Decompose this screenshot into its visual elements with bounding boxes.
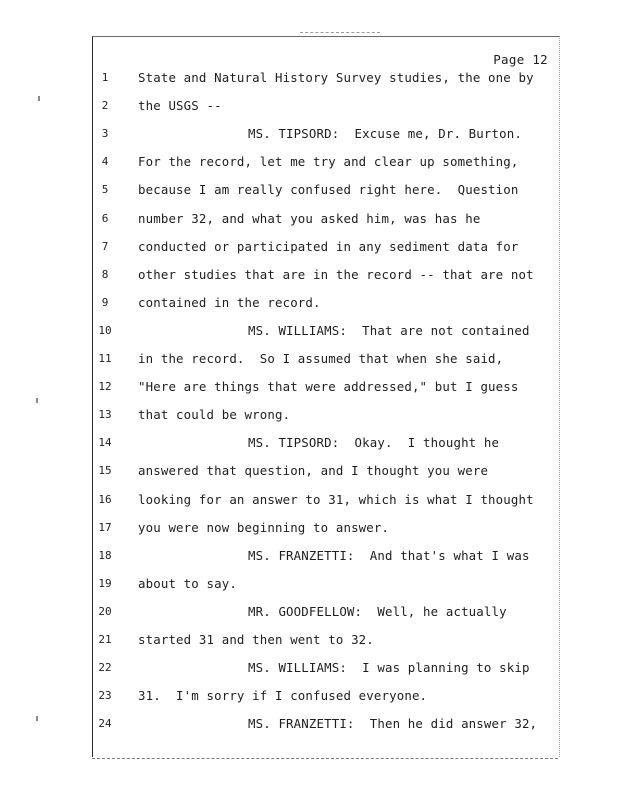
line-text: MS. FRANZETTI: And that's what I was	[248, 547, 530, 563]
line-text: 31. I'm sorry if I confused everyone.	[138, 688, 428, 704]
transcript-line	[0, 124, 618, 144]
line-text: MS. TIPSORD: Excuse me, Dr. Burton.	[248, 126, 522, 142]
transcript-line	[0, 518, 618, 538]
line-text: conducted or participated in any sediment data for	[138, 238, 519, 254]
transcript-line	[0, 377, 618, 397]
page-number: Page 12	[493, 52, 548, 67]
line-number: 11	[98, 352, 112, 365]
line-number: 15	[98, 464, 112, 478]
transcript-line	[0, 433, 618, 453]
line-text: that could be wrong.	[138, 407, 291, 423]
line-number: 1	[101, 71, 109, 84]
line-number: 16	[98, 492, 112, 506]
line-text: MS. TIPSORD: Okay. I thought he	[248, 435, 500, 451]
line-number: 9	[101, 295, 109, 309]
line-text: about to say.	[138, 575, 237, 591]
line-text: MS. FRANZETTI: Then he did answer 32,	[248, 716, 538, 732]
transcript-line	[0, 630, 618, 650]
line-text: State and Natural History Survey studies, the one by	[138, 70, 534, 85]
line-number: 6	[101, 211, 109, 225]
transcript-line	[0, 490, 618, 510]
transcript-line	[0, 714, 618, 734]
transcript-line	[0, 96, 618, 116]
transcript-line	[0, 686, 618, 706]
transcript-line	[0, 180, 618, 200]
transcript-line	[0, 152, 618, 172]
transcript-line	[0, 546, 618, 566]
line-number: 21	[98, 633, 112, 646]
line-number: 17	[98, 520, 112, 534]
scan-margin-mark	[36, 398, 38, 403]
transcript-line	[0, 209, 618, 229]
transcript-line	[0, 574, 618, 594]
line-text: answered that question, and I thought you were	[138, 463, 489, 479]
top-edge-rule	[300, 32, 380, 33]
line-text: "Here are things that were addressed," but I guess	[138, 379, 519, 395]
transcript-line	[0, 293, 618, 313]
line-number: 19	[98, 576, 112, 590]
line-number: 14	[98, 436, 112, 450]
line-text: MR. GOODFELLOW: Well, he actually	[248, 603, 507, 619]
line-text: you were now beginning to answer.	[138, 519, 390, 535]
transcript-line	[0, 461, 618, 481]
line-number: 24	[98, 717, 112, 731]
line-text: looking for an answer to 31, which is what I thought	[138, 491, 534, 507]
transcript-line	[0, 602, 618, 622]
line-text: the USGS --	[138, 98, 222, 114]
line-text: contained in the record.	[138, 294, 321, 310]
line-text: MS. WILLIAMS: That are not contained	[248, 322, 530, 338]
line-text: other studies that are in the record -- that are not	[138, 266, 534, 282]
line-number: 3	[101, 127, 109, 141]
transcript-line	[0, 349, 618, 369]
bottom-edge-rule	[92, 758, 558, 759]
line-number: 2	[101, 99, 109, 113]
transcript-line	[0, 68, 618, 88]
transcript-line	[0, 237, 618, 257]
line-number: 10	[98, 323, 112, 337]
line-text: started 31 and then went to 32.	[138, 632, 374, 647]
line-text: in the record. So I assumed that when she said,	[138, 351, 504, 366]
transcript-line	[0, 405, 618, 425]
line-number: 8	[101, 267, 109, 281]
line-text: number 32, and what you asked him, was has he	[138, 210, 481, 226]
transcript-line	[0, 658, 618, 678]
line-number: 5	[101, 183, 109, 197]
transcript-line	[0, 321, 618, 341]
line-number: 13	[98, 408, 112, 422]
line-number: 22	[98, 661, 112, 675]
transcript-line	[0, 265, 618, 285]
line-number: 12	[98, 380, 112, 394]
line-text: because I am really confused right here. Question	[138, 182, 519, 198]
line-number: 18	[98, 548, 112, 562]
line-text: For the record, let me try and clear up something,	[138, 154, 519, 170]
line-text: MS. WILLIAMS: I was planning to skip	[248, 660, 530, 676]
line-number: 23	[98, 689, 112, 703]
line-number: 4	[101, 155, 109, 169]
line-number: 20	[98, 604, 112, 618]
line-number: 7	[101, 239, 109, 253]
